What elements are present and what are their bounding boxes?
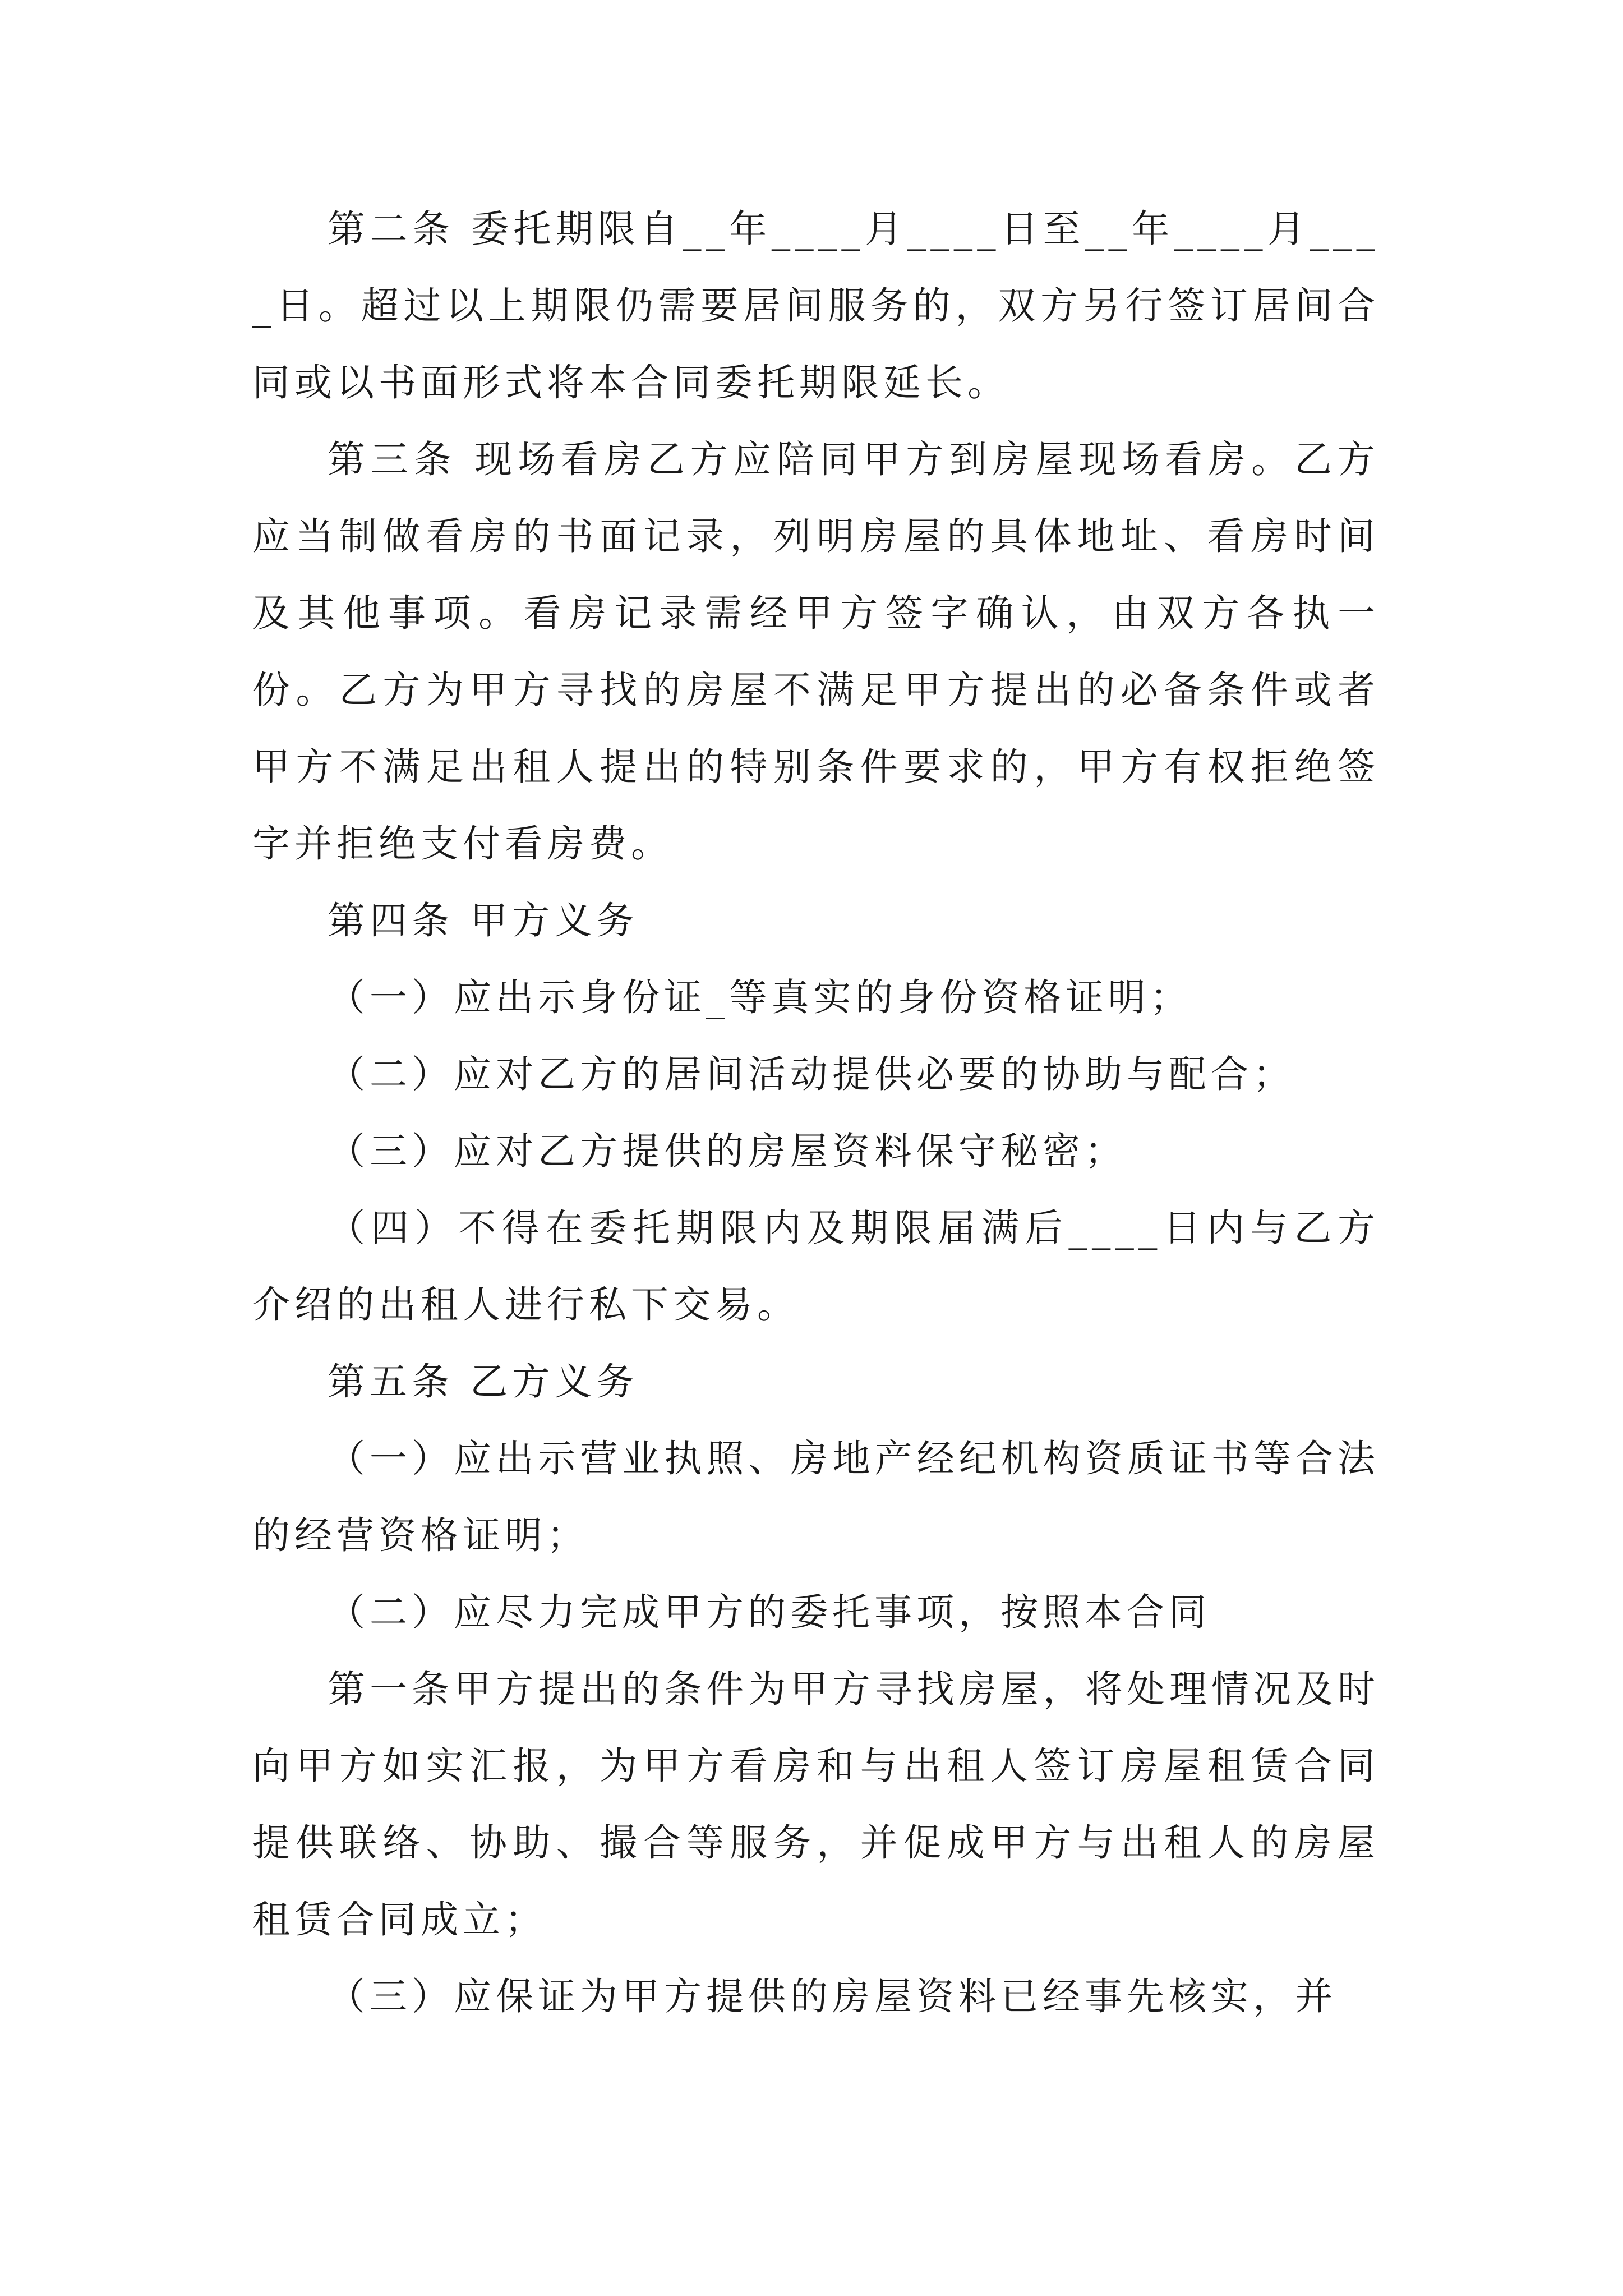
article-4-item-1: （一）应出示身份证_等真实的身份资格证明； (328, 976, 1192, 1019)
article-2-term: 第二条 委托期限自__年____月____日至__年____月____日。超过以上期限仍需要居间服务的，双方另行签订居间合同或以书面形式将本合同委托期限延长。 (252, 207, 1380, 404)
article-4-item-2: （二）应对乙方的居间活动提供必要的协助与配合； (328, 1052, 1295, 1096)
article-5-item-3: （三）应保证为甲方提供的房屋资料已经事先核实，并 (328, 1975, 1337, 2018)
article-4-item-4: （四）不得在委托期限内及期限届满后____日内与乙方介绍的出租人进行私下交易。 (252, 1206, 1380, 1327)
article-5-heading: 第五条 乙方义务 (328, 1360, 639, 1404)
article-4-item-3: （三）应对乙方提供的房屋资料保守秘密； (328, 1129, 1127, 1173)
article-1-reference: 第一条甲方提出的条件为甲方寻找房屋，将处理情况及时向甲方如实汇报，为甲方看房和与出租人签订房屋租赁合同提供联络、协助、撮合等服务，并促成甲方与出租人的房屋租赁合同成立； (252, 1667, 1380, 1941)
article-3-viewing: 第三条 现场看房乙方应陪同甲方到房屋现场看房。乙方应当制做看房的书面记录，列明房屋的具体地址、看房时间及其他事项。看房记录需经甲方签字确认，由双方各执一份。乙方为甲方寻找的房屋不满足甲方提出的必备条件或者甲方不满足出租人提出的特别条件要求的，甲方有权拒绝签字并拒绝支付看房费。 (252, 438, 1380, 866)
document-body (252, 191, 1380, 2035)
article-4-heading: 第四条 甲方义务 (328, 899, 639, 942)
article-5-item-1: （一）应出示营业执照、房地产经纪机构资质证书等合法的经营资格证明； (252, 1437, 1380, 1557)
article-5-item-2: （二）应尽力完成甲方的委托事项，按照本合同 (328, 1590, 1211, 1634)
